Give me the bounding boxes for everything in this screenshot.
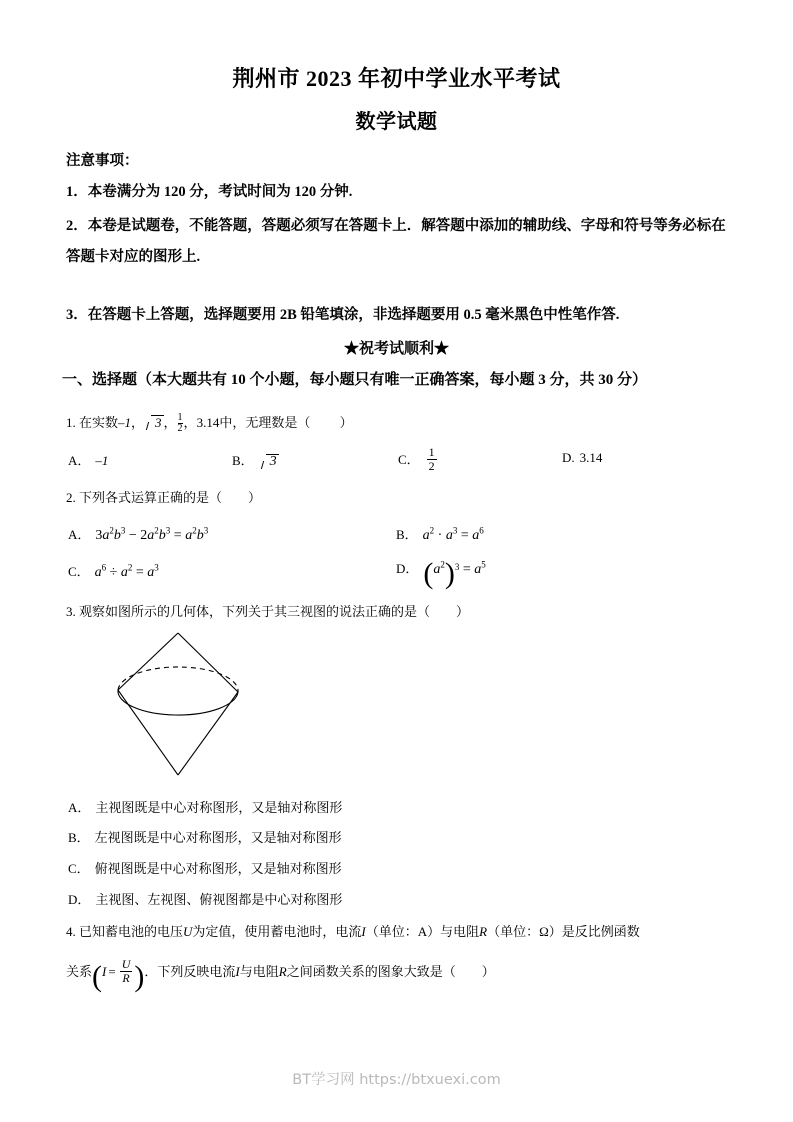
question-1-option-b-sqrt: 3 [260,454,278,470]
question-1-option-c[interactable] [398,446,439,472]
upper-cone-left-edge [118,633,178,690]
upper-cone-right-edge [178,633,238,692]
lower-cone-left-edge [118,690,178,775]
good-luck-banner: ★祝考试顺利★ [343,341,449,357]
question-1-option-b[interactable] [232,450,279,470]
question-1-option-a-label: A． [68,453,91,468]
question-3-option-d[interactable] [68,889,342,908]
question-4-line2-text-a: 关系 [66,964,93,980]
question-2-option-d-label: D． [396,561,419,576]
question-1-option-b-label: B． [232,453,254,468]
question-1-stem-text-a: 在实数 [79,415,119,430]
question-4-stem-line-2 [66,957,495,993]
question-3-stem-paren-close: ） [456,604,470,619]
formula-current-i: I [102,964,107,980]
question-4-stem-paren-close: ） [481,964,495,980]
question-2-option-c[interactable] [68,561,159,581]
question-2-stem-text: 下列各式运算正确的是（ [79,490,223,505]
question-4-line2-var-r: R [278,964,287,980]
bicone-solid-svg [60,625,260,790]
question-1-option-d[interactable] [562,450,602,466]
notice-item-3: 3．在答题卡上答题，选择题要用 2B 铅笔填涂，非选择题要用 0.5 毫米黑色中性笔作答. [66,307,620,323]
question-4-line2-var-i: I [235,964,240,980]
question-2-option-b-expression: $a^2 \cdot a^3 = a^6$ [422,525,484,543]
question-1-stem-paren-close: ） [339,415,353,430]
question-4-text-b: 为定值，使用蓄电池时，电流 [192,924,362,939]
notice-item-2: 2．本卷是试题卷，不能答题，答题必须写在答题卡上．解答题中添加的辅助线、字母和符号等务必标在答题卡对应的图形上. [66,218,726,265]
question-4-line2-text-c: 与电阻 [239,964,279,980]
question-3-option-b-text: 左视图既是中心对称图形，又是轴对称图形 [94,830,342,845]
question-1-sep-1: ， [131,415,145,430]
question-1-stem-text-b: 中，无理数是（ [219,415,311,430]
question-1-sep-3: ， [183,415,197,430]
question-3-number: 3. [66,604,76,619]
question-4-var-r: R [479,924,488,939]
footer-watermark: BT学习网 https://btxuexi.com [292,1072,501,1088]
formula-paren-open: ( [92,959,103,993]
notice-heading: 注意事项： [66,153,139,169]
question-3-option-a-label: A． [68,800,91,815]
page-subtitle: 数学试题 [355,111,438,133]
question-2-option-b[interactable] [396,524,484,544]
question-1-option-d-label: D. [562,450,575,465]
formula-voltage-over-resistance: $\frac{U}{R}$ [121,957,131,985]
question-3-stem [66,601,469,620]
question-3-option-b[interactable] [68,827,342,846]
question-4-stem-line-1 [66,921,640,940]
question-2-option-c-label: C． [68,564,90,579]
question-4-line2-text-d: 之间函数关系的图象大致是（ [286,964,456,980]
question-4-var-u: U [183,924,193,939]
question-3-option-c[interactable] [68,858,342,877]
page-title: 荆州市 2023 年初中学业水平考试 [232,66,561,91]
question-1-value-1: –1 [118,415,132,430]
question-2-option-a[interactable] [68,524,208,544]
question-1-option-a[interactable] [68,450,108,469]
question-3-option-b-label: B． [68,830,90,845]
question-4-text-d: （单位：Ω）是反比例函数 [487,924,640,939]
question-1-number: 1. [66,415,76,430]
question-1-sqrt-3: 3 [145,415,163,431]
question-1-sep-2: ， [163,415,177,430]
question-1-value-4: 3.14 [196,415,220,430]
question-3-option-d-label: D． [68,892,91,907]
question-2-stem-paren-close: ） [248,490,262,505]
question-4-text-c: （单位：A）与电阻 [365,924,480,939]
question-2-stem [66,487,261,506]
question-1-option-c-label: C． [398,452,420,468]
question-3-option-a[interactable] [68,797,342,816]
base-ellipse-front-arc [118,690,238,715]
notice-item-1: 1．本卷满分为 120 分，考试时间为 120 分钟. [66,184,353,200]
question-4-var-i: I [361,924,366,939]
question-2-option-a-label: A． [68,527,91,542]
question-2-number: 2. [66,490,76,505]
question-2-option-c-expression: $a^6 \div a^2 = a^3$ [94,562,159,580]
question-3-option-c-label: C． [68,861,90,876]
bicone-solid-figure [60,625,260,795]
question-2-option-a-expression: $3a^2b^3 - 2a^2b^3 = a^2b^3$ [95,525,209,543]
question-4-number: 4. [66,924,76,939]
question-3-option-d-text: 主视图、左视图、俯视图都是中心对称图形 [95,892,343,907]
question-2-option-b-label: B． [396,527,418,542]
base-ellipse-hidden-arc [118,667,238,692]
question-1-option-d-text: 3.14 [579,450,603,465]
formula-equals: = [108,964,116,980]
question-3-option-c-text: 俯视图既是中心对称图形，又是轴对称图形 [94,861,342,876]
section-heading-multiple-choice: 一、选择题（本大题共有 10 个小题，每小题只有唯一正确答案，每小题 3 分，共 30 分） [62,372,648,388]
question-1-option-a-text: –1 [95,453,109,468]
question-1-fraction-one-half: $\frac{1}{2}$ [177,411,183,434]
question-3-stem-text: 观察如图所示的几何体，下列关于其三视图的说法正确的是（ [79,604,431,619]
question-1-stem [66,412,353,434]
question-1-option-c-fraction: $\frac{1}{2}$ [428,445,435,473]
question-2-option-d-expression: $(a^2)^3 = a^5$ [423,556,486,590]
formula-paren-close: ) [134,959,145,993]
question-4-text-a: 已知蓄电池的电压 [79,924,184,939]
lower-cone-right-edge [178,692,238,775]
question-4-line2-text-b: ．下列反映电流 [144,964,236,980]
question-3-option-a-text: 主视图既是中心对称图形，又是轴对称图形 [95,800,343,815]
question-2-option-d[interactable] [396,556,486,590]
